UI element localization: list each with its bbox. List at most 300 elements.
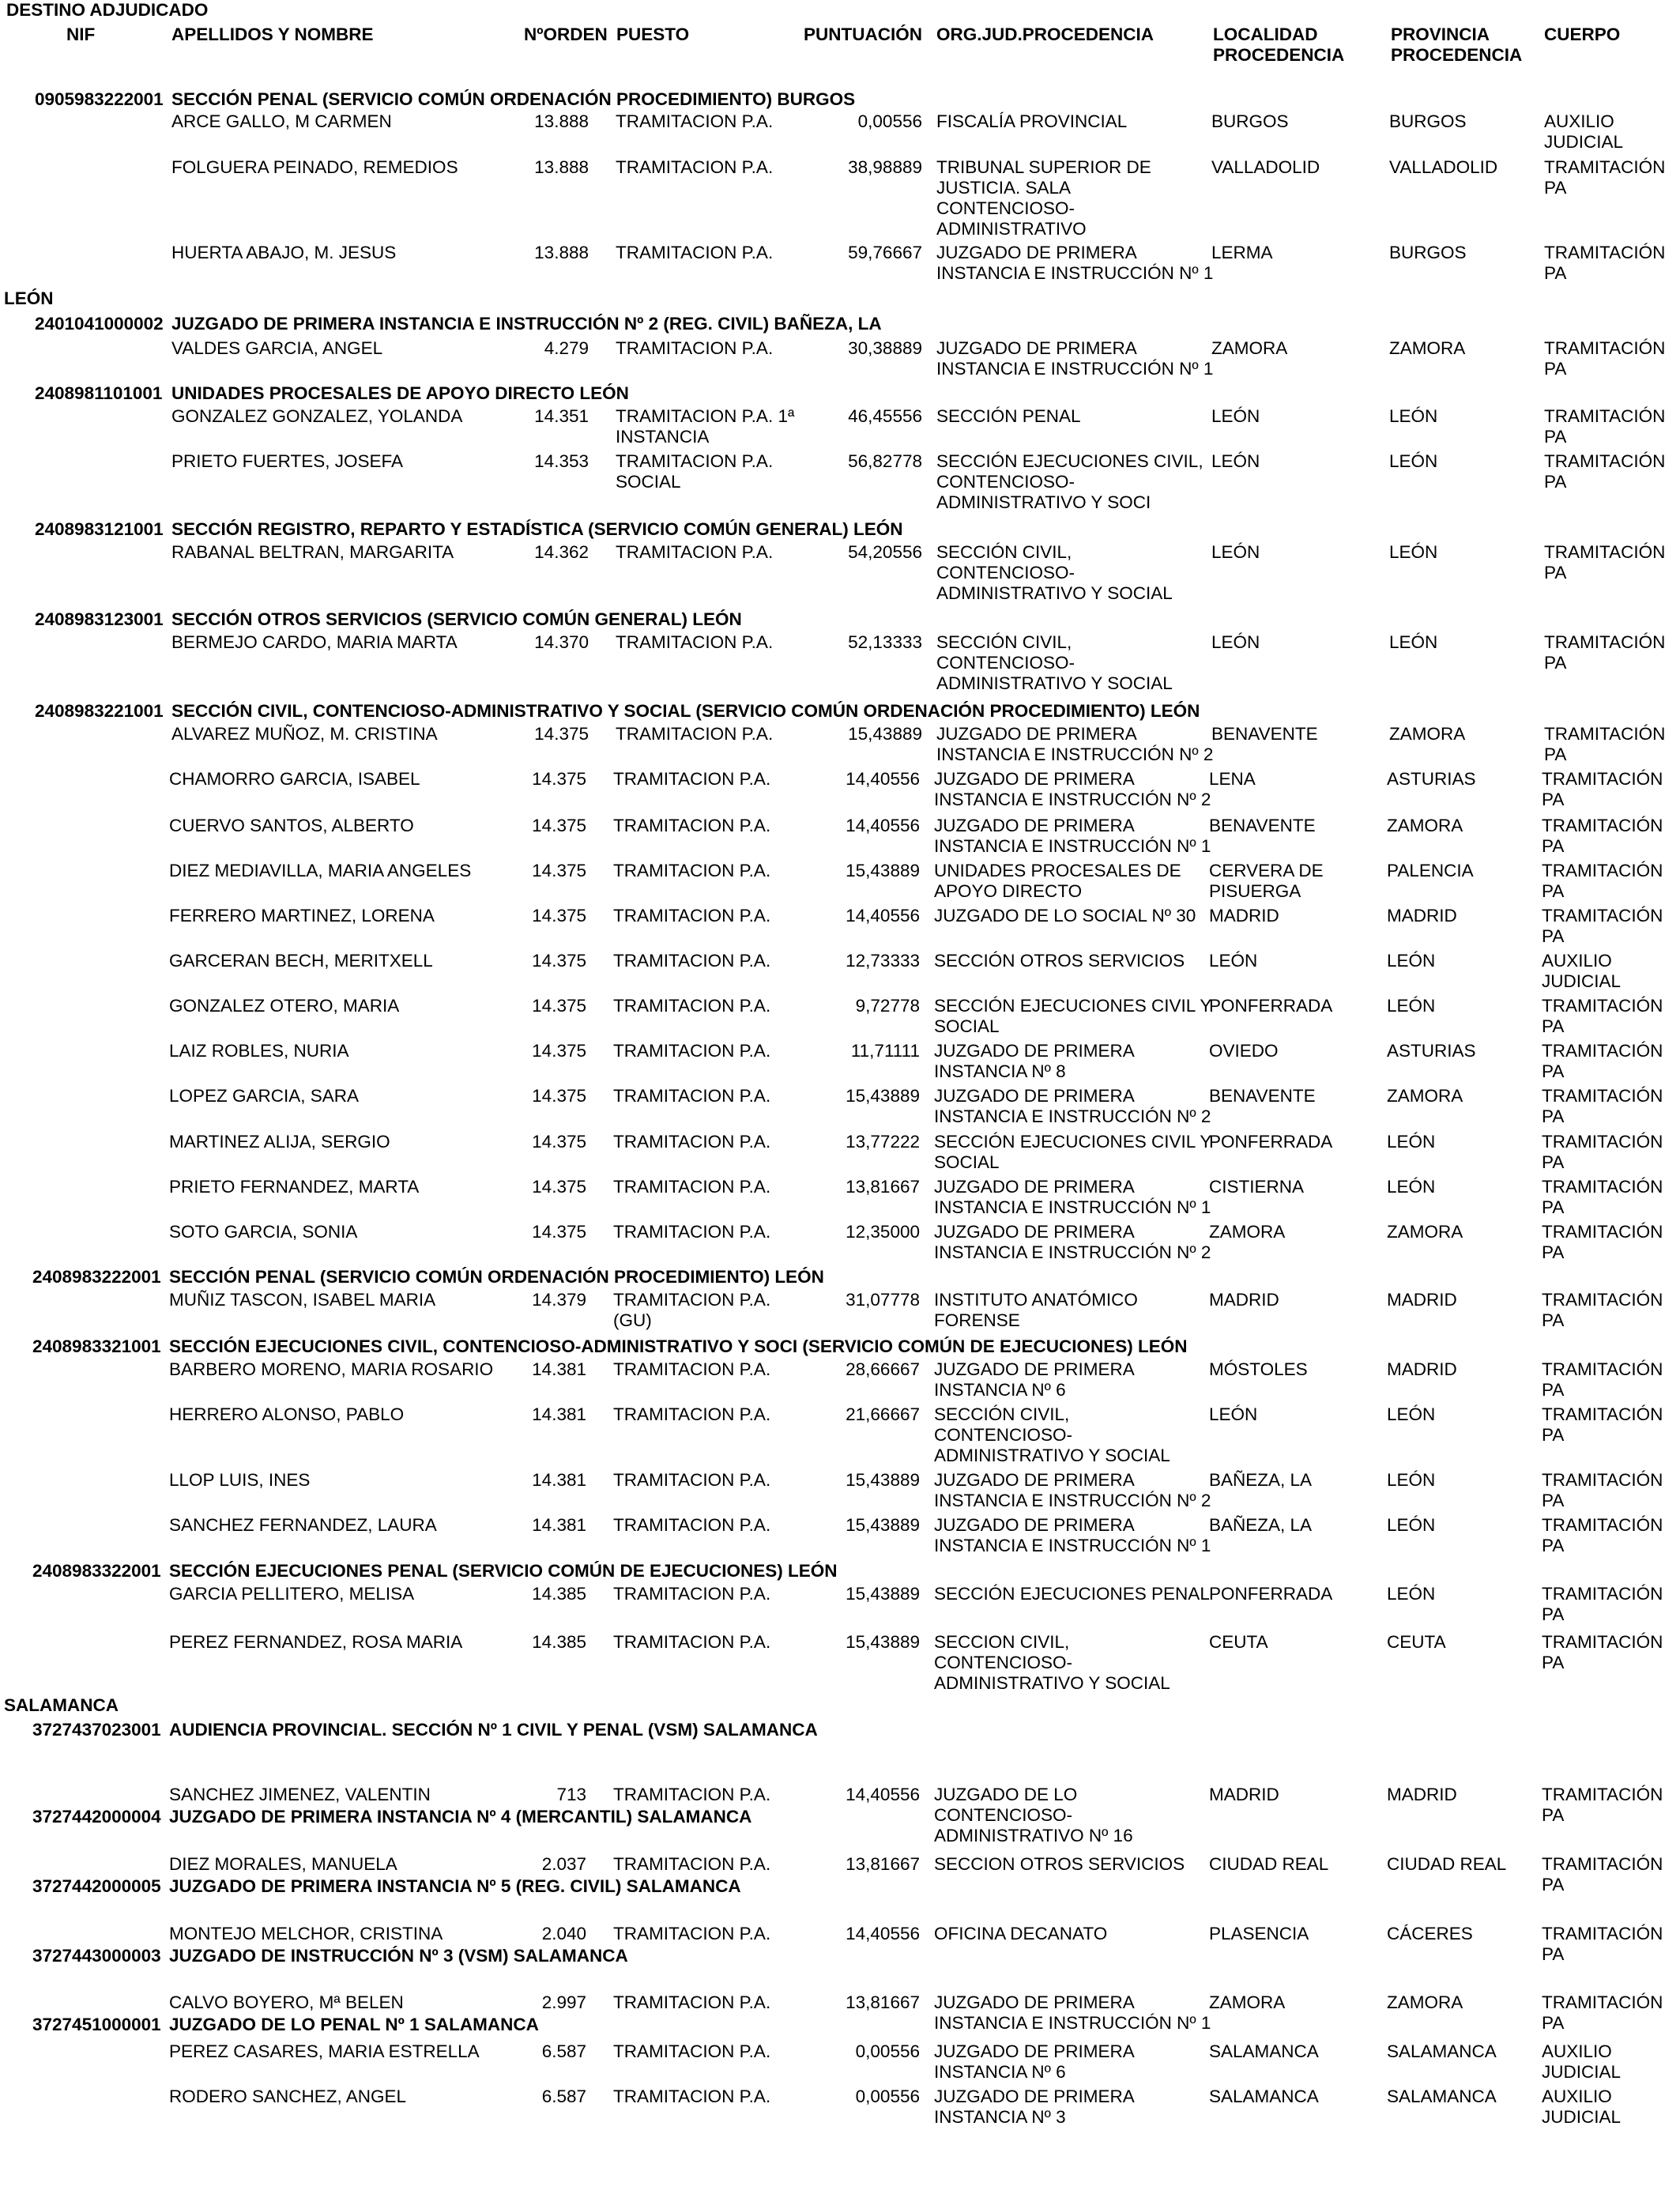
destination-name: SECCIÓN PENAL (SERVICIO COMÚN ORDENACIÓN PROCEDIMIENTO) BURGOS <box>171 89 856 109</box>
org-procedencia: JUZGADO DE PRIMERA <box>934 1359 1135 1379</box>
cuerpo: PA <box>1544 427 1567 447</box>
person-name: SANCHEZ JIMENEZ, VALENTIN <box>169 1785 431 1804</box>
org-procedencia: INSTANCIA E INSTRUCCIÓN Nº 1 <box>934 1536 1211 1555</box>
org-procedencia: JUZGADO DE PRIMERA <box>934 1470 1135 1490</box>
cuerpo: PA <box>1542 1061 1565 1081</box>
puesto: TRAMITACION P.A. <box>616 243 774 262</box>
cuerpo: TRAMITACIÓN <box>1544 338 1666 358</box>
cuerpo: TRAMITACIÓN <box>1542 906 1663 925</box>
org-procedencia: JUZGADO DE PRIMERA <box>934 769 1135 789</box>
destination-nif: 2408983222001 <box>32 1267 161 1287</box>
org-procedencia: FORENSE <box>934 1310 1020 1330</box>
org-procedencia: SECCIÓN CIVIL, <box>934 1404 1070 1424</box>
puntuacion: 14,40556 <box>846 816 920 835</box>
puntuacion: 15,43889 <box>846 861 920 880</box>
cuerpo: TRAMITACIÓN <box>1542 996 1663 1016</box>
person-name: LAIZ ROBLES, NURIA <box>169 1041 349 1061</box>
puntuacion: 21,66667 <box>846 1404 920 1424</box>
person-name: PEREZ CASARES, MARIA ESTRELLA <box>169 2041 480 2061</box>
localidad-procedencia: ZAMORA <box>1209 1222 1286 1242</box>
province-heading: LEÓN <box>4 288 54 308</box>
cuerpo: PA <box>1542 1310 1565 1330</box>
cuerpo: TRAMITACIÓN <box>1544 157 1666 177</box>
cuerpo: TRAMITACIÓN <box>1542 769 1663 789</box>
person-name: DIEZ MORALES, MANUELA <box>169 1854 397 1874</box>
puntuacion: 38,98889 <box>848 157 922 177</box>
cuerpo: PA <box>1542 1197 1565 1217</box>
person-name: SANCHEZ FERNANDEZ, LAURA <box>169 1515 437 1535</box>
puesto: TRAMITACION P.A. <box>613 1290 771 1310</box>
org-procedencia: SECCIÓN CIVIL, <box>936 542 1072 562</box>
puntuacion: 15,43889 <box>846 1470 920 1490</box>
localidad-procedencia: LERMA <box>1211 243 1273 262</box>
cuerpo: TRAMITACIÓN <box>1542 1132 1663 1152</box>
puntuacion: 14,40556 <box>846 1924 920 1943</box>
puesto: TRAMITACION P.A. <box>613 1404 771 1424</box>
column-header-org: ORG.JUD.PROCEDENCIA <box>936 25 1155 44</box>
cuerpo: TRAMITACIÓN <box>1544 451 1666 471</box>
org-procedencia: ADMINISTRATIVO Y SOCIAL <box>934 1446 1170 1465</box>
cuerpo: TRAMITACIÓN <box>1542 1924 1663 1943</box>
destination-name: SECCIÓN REGISTRO, REPARTO Y ESTADÍSTICA (SERVICIO COMÚN GENERAL) LEÓN <box>171 519 903 539</box>
person-name: PRIETO FUERTES, JOSEFA <box>171 451 403 471</box>
puesto: TRAMITACION P.A. <box>613 1470 771 1490</box>
provincia-procedencia: MADRID <box>1387 1290 1457 1310</box>
puesto: TRAMITACION P.A. <box>613 1359 771 1379</box>
destination-nif: 3727437023001 <box>32 1720 161 1740</box>
puntuacion: 46,45556 <box>848 406 922 426</box>
localidad-procedencia: SALAMANCA <box>1209 2041 1319 2061</box>
localidad-procedencia: BURGOS <box>1211 111 1289 131</box>
puntuacion: 11,71111 <box>850 1041 920 1061</box>
cuerpo: PA <box>1542 1875 1565 1894</box>
org-procedencia: JUZGADO DE PRIMERA <box>936 243 1137 262</box>
org-procedencia: APOYO DIRECTO <box>934 881 1083 901</box>
person-name: FERRERO MARTINEZ, LORENA <box>169 906 435 925</box>
puesto: INSTANCIA <box>616 427 710 447</box>
localidad-procedencia: PLASENCIA <box>1209 1924 1309 1943</box>
cuerpo: PA <box>1542 1152 1565 1172</box>
cuerpo: TRAMITACIÓN <box>1542 1222 1663 1242</box>
org-procedencia: ADMINISTRATIVO Y SOCIAL <box>936 673 1173 693</box>
org-procedencia: JUZGADO DE PRIMERA <box>934 1222 1135 1242</box>
cuerpo: TRAMITACIÓN <box>1542 1854 1663 1874</box>
provincia-procedencia: ZAMORA <box>1389 338 1466 358</box>
puesto: TRAMITACION P.A. <box>613 951 771 971</box>
provincia-procedencia: LEÓN <box>1387 996 1436 1016</box>
provincia-procedencia: ZAMORA <box>1387 1086 1463 1106</box>
cuerpo: TRAMITACIÓN <box>1544 243 1666 262</box>
destination-nif: 0905983222001 <box>35 89 164 109</box>
cuerpo: PA <box>1542 1016 1565 1036</box>
puesto: TRAMITACION P.A. <box>613 1924 771 1943</box>
person-name: PRIETO FERNANDEZ, MARTA <box>169 1177 420 1197</box>
person-name: CALVO BOYERO, Mª BELEN <box>169 1992 404 2012</box>
org-procedencia: INSTANCIA E INSTRUCCIÓN Nº 2 <box>936 745 1214 764</box>
puntuacion: 0,00556 <box>855 2087 920 2106</box>
cuerpo: TRAMITACIÓN <box>1542 1404 1663 1424</box>
orden-number: 14.381 <box>532 1470 586 1490</box>
puesto: TRAMITACION P.A. <box>613 816 771 835</box>
orden-number: 6.587 <box>541 2041 586 2061</box>
org-procedencia: INSTANCIA E INSTRUCCIÓN Nº 1 <box>934 836 1211 856</box>
orden-number: 13.888 <box>534 243 589 262</box>
orden-number: 4.279 <box>544 338 589 358</box>
orden-number: 14.375 <box>532 769 586 789</box>
provincia-procedencia: VALLADOLID <box>1389 157 1498 177</box>
org-procedencia: INSTITUTO ANATÓMICO <box>934 1290 1138 1310</box>
puntuacion: 13,81667 <box>846 1992 920 2012</box>
person-name: DIEZ MEDIAVILLA, MARIA ANGELES <box>169 861 472 880</box>
puntuacion: 15,43889 <box>846 1584 920 1604</box>
puntuacion: 59,76667 <box>848 243 922 262</box>
org-procedencia: SOCIAL <box>934 1016 1000 1036</box>
person-name: FOLGUERA PEINADO, REMEDIOS <box>171 157 458 177</box>
puesto: TRAMITACION P.A. <box>613 1785 771 1804</box>
destination-name: JUZGADO DE LO PENAL Nº 1 SALAMANCA <box>169 2015 539 2034</box>
cuerpo: PA <box>1542 1805 1565 1825</box>
org-procedencia: CONTENCIOSO- <box>934 1805 1073 1825</box>
puntuacion: 30,38889 <box>848 338 922 358</box>
localidad-procedencia: MADRID <box>1209 906 1279 925</box>
column-header-localidad: PROCEDENCIA <box>1213 45 1345 65</box>
provincia-procedencia: ZAMORA <box>1387 1222 1463 1242</box>
provincia-procedencia: CEUTA <box>1387 1632 1446 1652</box>
person-name: GONZALEZ OTERO, MARIA <box>169 996 400 1016</box>
person-name: VALDES GARCIA, ANGEL <box>171 338 383 358</box>
org-procedencia: INSTANCIA E INSTRUCCIÓN Nº 2 <box>934 1491 1211 1510</box>
localidad-procedencia: LEÓN <box>1209 951 1258 971</box>
cuerpo: TRAMITACIÓN <box>1542 1041 1663 1061</box>
org-procedencia: SECCIÓN PENAL <box>936 406 1081 426</box>
puesto: TRAMITACION P.A. <box>616 632 774 652</box>
column-header-nif: NIF <box>66 25 96 44</box>
puntuacion: 15,43889 <box>848 724 922 744</box>
destination-name: SECCIÓN CIVIL, CONTENCIOSO-ADMINISTRATIVO Y SOCIAL (SERVICIO COMÚN ORDENACIÓN PROCEDIMIENTO) LEÓN <box>171 701 1200 721</box>
localidad-procedencia: CEUTA <box>1209 1632 1268 1652</box>
destination-name: JUZGADO DE INSTRUCCIÓN Nº 3 (VSM) SALAMANCA <box>169 1946 628 1966</box>
localidad-procedencia: LEÓN <box>1211 406 1260 426</box>
org-procedencia: INSTANCIA Nº 6 <box>934 2062 1066 2082</box>
orden-number: 14.379 <box>532 1290 586 1310</box>
cuerpo: PA <box>1542 1380 1565 1400</box>
provincia-procedencia: ASTURIAS <box>1387 769 1476 789</box>
orden-number: 14.375 <box>532 1041 586 1061</box>
puesto: TRAMITACION P.A. <box>613 2087 771 2106</box>
puntuacion: 0,00556 <box>857 111 922 131</box>
person-name: SOTO GARCIA, SONIA <box>169 1222 358 1242</box>
puntuacion: 12,73333 <box>846 951 920 971</box>
cuerpo: PA <box>1542 1242 1565 1262</box>
puesto: TRAMITACION P.A. <box>616 157 774 177</box>
org-procedencia: ADMINISTRATIVO Y SOCI <box>936 492 1151 512</box>
orden-number: 14.385 <box>532 1584 586 1604</box>
cuerpo: PA <box>1542 1106 1565 1126</box>
org-procedencia: ADMINISTRATIVO Nº 16 <box>934 1826 1133 1845</box>
localidad-procedencia: CERVERA DE <box>1209 861 1324 880</box>
person-name: BARBERO MORENO, MARIA ROSARIO <box>169 1359 494 1379</box>
cuerpo: JUDICIAL <box>1542 2107 1622 2127</box>
localidad-procedencia: BENAVENTE <box>1209 1086 1316 1106</box>
cuerpo: PA <box>1542 790 1565 809</box>
cuerpo: TRAMITACIÓN <box>1544 406 1666 426</box>
provincia-procedencia: SALAMANCA <box>1387 2041 1497 2061</box>
page-title: DESTINO ADJUDICADO <box>6 0 209 20</box>
localidad-procedencia: ZAMORA <box>1209 1992 1286 2012</box>
cuerpo: PA <box>1542 926 1565 946</box>
provincia-procedencia: ZAMORA <box>1389 724 1466 744</box>
localidad-procedencia: PONFERRADA <box>1209 996 1333 1016</box>
destination-nif: 2408983322001 <box>32 1561 161 1581</box>
cuerpo: TRAMITACIÓN <box>1542 1290 1663 1310</box>
cuerpo: TRAMITACIÓN <box>1544 724 1666 744</box>
destination-name: UNIDADES PROCESALES DE APOYO DIRECTO LEÓN <box>171 383 629 403</box>
cuerpo: TRAMITACIÓN <box>1542 861 1663 880</box>
orden-number: 14.385 <box>532 1632 586 1652</box>
destination-name: SECCIÓN EJECUCIONES CIVIL, CONTENCIOSO-ADMINISTRATIVO Y SOCI (SERVICIO COMÚN DE EJECUCIONES) LEÓN <box>169 1336 1188 1356</box>
orden-number: 14.375 <box>532 816 586 835</box>
puesto: SOCIAL <box>616 472 681 492</box>
org-procedencia: INSTANCIA E INSTRUCCIÓN Nº 2 <box>934 1242 1211 1262</box>
org-procedencia: CONTENCIOSO- <box>936 472 1075 492</box>
destination-nif: 3727443000003 <box>32 1946 161 1966</box>
orden-number: 14.351 <box>534 406 589 426</box>
puntuacion: 28,66667 <box>846 1359 920 1379</box>
puntuacion: 31,07778 <box>846 1290 920 1310</box>
org-procedencia: JUZGADO DE PRIMERA <box>934 1992 1135 2012</box>
localidad-procedencia: LEÓN <box>1211 451 1260 471</box>
province-heading: SALAMANCA <box>4 1695 119 1715</box>
org-procedencia: JUZGADO DE PRIMERA <box>934 1515 1135 1535</box>
orden-number: 14.375 <box>532 1086 586 1106</box>
person-name: CHAMORRO GARCIA, ISABEL <box>169 769 420 789</box>
org-procedencia: INSTANCIA E INSTRUCCIÓN Nº 2 <box>934 790 1211 809</box>
orden-number: 713 <box>556 1785 586 1804</box>
column-header-puntuacion: PUNTUACIÓN <box>804 25 922 44</box>
org-procedencia: CONTENCIOSO- <box>934 1425 1073 1445</box>
orden-number: 14.375 <box>534 724 589 744</box>
provincia-procedencia: CÁCERES <box>1387 1924 1473 1943</box>
cuerpo: TRAMITACIÓN <box>1542 816 1663 835</box>
localidad-procedencia: LENA <box>1209 769 1256 789</box>
localidad-procedencia: BAÑEZA, LA <box>1209 1515 1313 1535</box>
provincia-procedencia: LEÓN <box>1387 951 1436 971</box>
puesto: TRAMITACION P.A. <box>616 338 774 358</box>
provincia-procedencia: MADRID <box>1387 906 1457 925</box>
org-procedencia: JUZGADO DE PRIMERA <box>936 724 1137 744</box>
puesto: TRAMITACION P.A. <box>616 451 774 471</box>
person-name: ARCE GALLO, M CARMEN <box>171 111 392 131</box>
column-header-localidad: LOCALIDAD <box>1213 25 1318 44</box>
localidad-procedencia: OVIEDO <box>1209 1041 1279 1061</box>
cuerpo: JUDICIAL <box>1542 2062 1622 2082</box>
cuerpo: PA <box>1544 178 1567 198</box>
orden-number: 13.888 <box>534 111 589 131</box>
puntuacion: 13,77222 <box>846 1132 920 1152</box>
org-procedencia: CONTENCIOSO- <box>936 563 1075 582</box>
puntuacion: 13,81667 <box>846 1854 920 1874</box>
org-procedencia: SECCION CIVIL, <box>934 1632 1070 1652</box>
org-procedencia: TRIBUNAL SUPERIOR DE <box>936 157 1151 177</box>
person-name: MUÑIZ TASCON, ISABEL MARIA <box>169 1290 436 1310</box>
provincia-procedencia: LEÓN <box>1389 451 1438 471</box>
org-procedencia: SECCIÓN EJECUCIONES CIVIL Y <box>934 1132 1212 1152</box>
org-procedencia: SECCIÓN EJECUCIONES CIVIL Y <box>934 996 1212 1016</box>
localidad-procedencia: PONFERRADA <box>1209 1584 1333 1604</box>
cuerpo: TRAMITACIÓN <box>1542 1632 1663 1652</box>
localidad-procedencia: CIUDAD REAL <box>1209 1854 1329 1874</box>
puesto: TRAMITACION P.A. <box>613 1584 771 1604</box>
puntuacion: 52,13333 <box>848 632 922 652</box>
puntuacion: 14,40556 <box>846 1785 920 1804</box>
cuerpo: AUXILIO <box>1542 2041 1612 2061</box>
org-procedencia: CONTENCIOSO- <box>936 198 1075 218</box>
puesto: TRAMITACION P.A. <box>613 906 771 925</box>
provincia-procedencia: SALAMANCA <box>1387 2087 1497 2106</box>
cuerpo: PA <box>1542 2013 1565 2033</box>
cuerpo: PA <box>1542 1604 1565 1624</box>
person-name: MONTEJO MELCHOR, CRISTINA <box>169 1924 443 1943</box>
cuerpo: PA <box>1544 745 1567 764</box>
puesto: TRAMITACION P.A. <box>613 861 771 880</box>
cuerpo: PA <box>1544 653 1567 673</box>
puesto: TRAMITACION P.A. <box>613 769 771 789</box>
org-procedencia: SECCION OTROS SERVICIOS <box>934 1854 1185 1874</box>
org-procedencia: INSTANCIA E INSTRUCCIÓN Nº 1 <box>936 263 1214 283</box>
puntuacion: 15,43889 <box>846 1515 920 1535</box>
org-procedencia: INSTANCIA Nº 6 <box>934 1380 1066 1400</box>
person-name: GARCERAN BECH, MERITXELL <box>169 951 433 971</box>
orden-number: 14.375 <box>532 951 586 971</box>
puntuacion: 13,81667 <box>846 1177 920 1197</box>
orden-number: 14.381 <box>532 1359 586 1379</box>
puesto: TRAMITACION P.A. <box>613 1854 771 1874</box>
cuerpo: PA <box>1542 881 1565 901</box>
org-procedencia: INSTANCIA E INSTRUCCIÓN Nº 1 <box>934 2013 1211 2033</box>
person-name: MARTINEZ ALIJA, SERGIO <box>169 1132 390 1152</box>
destination-name: JUZGADO DE PRIMERA INSTANCIA E INSTRUCCIÓN Nº 2 (REG. CIVIL) BAÑEZA, LA <box>171 314 882 334</box>
puesto: TRAMITACION P.A. <box>613 2041 771 2061</box>
provincia-procedencia: LEÓN <box>1389 542 1438 562</box>
column-header-orden: NºORDEN <box>524 25 608 44</box>
cuerpo: AUXILIO <box>1542 951 1612 971</box>
org-procedencia: FISCALÍA PROVINCIAL <box>936 111 1128 131</box>
puesto: TRAMITACION P.A. <box>613 1086 771 1106</box>
destination-nif: 2408983321001 <box>32 1336 161 1356</box>
localidad-procedencia: BENAVENTE <box>1211 724 1318 744</box>
org-procedencia: JUZGADO DE PRIMERA <box>934 2087 1135 2106</box>
column-header-provincia: PROCEDENCIA <box>1391 45 1523 65</box>
puesto: TRAMITACION P.A. <box>616 111 774 131</box>
destination-nif: 3727442000005 <box>32 1876 161 1896</box>
puesto: TRAMITACION P.A. <box>616 542 774 562</box>
cuerpo: PA <box>1544 263 1567 283</box>
org-procedencia: SECCIÓN CIVIL, <box>936 632 1072 652</box>
orden-number: 6.587 <box>541 2087 586 2106</box>
cuerpo: PA <box>1542 1491 1565 1510</box>
org-procedencia: SECCIÓN EJECUCIONES PENAL <box>934 1584 1210 1604</box>
person-name: PEREZ FERNANDEZ, ROSA MARIA <box>169 1632 463 1652</box>
cuerpo: TRAMITACIÓN <box>1542 1515 1663 1535</box>
puesto: TRAMITACION P.A. <box>613 1515 771 1535</box>
orden-number: 14.375 <box>532 1132 586 1152</box>
puntuacion: 14,40556 <box>846 906 920 925</box>
destination-name: SECCIÓN EJECUCIONES PENAL (SERVICIO COMÚN DE EJECUCIONES) LEÓN <box>169 1561 838 1581</box>
provincia-procedencia: ASTURIAS <box>1387 1041 1476 1061</box>
localidad-procedencia: CISTIERNA <box>1209 1177 1305 1197</box>
localidad-procedencia: MÓSTOLES <box>1209 1359 1308 1379</box>
localidad-procedencia: LEÓN <box>1211 542 1260 562</box>
person-name: GARCIA PELLITERO, MELISA <box>169 1584 415 1604</box>
puntuacion: 12,35000 <box>846 1222 920 1242</box>
orden-number: 13.888 <box>534 157 589 177</box>
org-procedencia: JUZGADO DE LO <box>934 1785 1078 1804</box>
person-name: ALVAREZ MUÑOZ, M. CRISTINA <box>171 724 438 744</box>
cuerpo: TRAMITACIÓN <box>1542 1470 1663 1490</box>
destination-name: AUDIENCIA PROVINCIAL. SECCIÓN Nº 1 CIVIL Y PENAL (VSM) SALAMANCA <box>169 1720 818 1740</box>
cuerpo: TRAMITACIÓN <box>1542 1584 1663 1604</box>
org-procedencia: INSTANCIA Nº 3 <box>934 2107 1066 2127</box>
org-procedencia: OFICINA DECANATO <box>934 1924 1108 1943</box>
org-procedencia: JUZGADO DE PRIMERA <box>936 338 1137 358</box>
column-header-provincia: PROVINCIA <box>1391 25 1490 44</box>
localidad-procedencia: SALAMANCA <box>1209 2087 1319 2106</box>
destination-name: JUZGADO DE PRIMERA INSTANCIA Nº 4 (MERCANTIL) SALAMANCA <box>169 1807 752 1826</box>
person-name: CUERVO SANTOS, ALBERTO <box>169 816 414 835</box>
orden-number: 14.370 <box>534 632 589 652</box>
provincia-procedencia: BURGOS <box>1389 111 1467 131</box>
localidad-procedencia: LEÓN <box>1209 1404 1258 1424</box>
destination-nif: 2408983221001 <box>35 701 164 721</box>
orden-number: 14.375 <box>532 861 586 880</box>
org-procedencia: ADMINISTRATIVO Y SOCIAL <box>934 1673 1170 1693</box>
cuerpo: TRAMITACIÓN <box>1542 1177 1663 1197</box>
person-name: HUERTA ABAJO, M. JESUS <box>171 243 397 262</box>
orden-number: 14.381 <box>532 1515 586 1535</box>
localidad-procedencia: MADRID <box>1209 1785 1279 1804</box>
localidad-procedencia: PONFERRADA <box>1209 1132 1333 1152</box>
org-procedencia: UNIDADES PROCESALES DE <box>934 861 1181 880</box>
provincia-procedencia: CIUDAD REAL <box>1387 1854 1507 1874</box>
cuerpo: TRAMITACIÓN <box>1542 1785 1663 1804</box>
cuerpo: PA <box>1544 563 1567 582</box>
localidad-procedencia: BENAVENTE <box>1209 816 1316 835</box>
cuerpo: AUXILIO <box>1542 2087 1612 2106</box>
org-procedencia: INSTANCIA E INSTRUCCIÓN Nº 1 <box>936 359 1214 379</box>
puesto: TRAMITACION P.A. 1ª <box>616 406 795 426</box>
cuerpo: TRAMITACIÓN <box>1544 542 1666 562</box>
org-procedencia: JUZGADO DE LO SOCIAL Nº 30 <box>934 906 1196 925</box>
puntuacion: 14,40556 <box>846 769 920 789</box>
person-name: HERRERO ALONSO, PABLO <box>169 1404 405 1424</box>
puesto: TRAMITACION P.A. <box>613 1041 771 1061</box>
provincia-procedencia: BURGOS <box>1389 243 1467 262</box>
org-procedencia: JUZGADO DE PRIMERA <box>934 1177 1135 1197</box>
org-procedencia: JUZGADO DE PRIMERA <box>934 1086 1135 1106</box>
destination-nif: 2408983123001 <box>35 609 164 629</box>
org-procedencia: JUSTICIA. SALA <box>936 178 1072 198</box>
person-name: LOPEZ GARCIA, SARA <box>169 1086 360 1106</box>
destination-nif: 2408981101001 <box>35 383 163 403</box>
org-procedencia: JUZGADO DE PRIMERA <box>934 2041 1135 2061</box>
provincia-procedencia: ZAMORA <box>1387 1992 1463 2012</box>
orden-number: 2.997 <box>541 1992 586 2012</box>
org-procedencia: ADMINISTRATIVO Y SOCIAL <box>936 583 1173 603</box>
column-header-puesto: PUESTO <box>616 25 690 44</box>
puesto: (GU) <box>613 1310 652 1330</box>
column-header-name: APELLIDOS Y NOMBRE <box>171 25 374 44</box>
org-procedencia: ADMINISTRATIVO <box>936 219 1087 239</box>
